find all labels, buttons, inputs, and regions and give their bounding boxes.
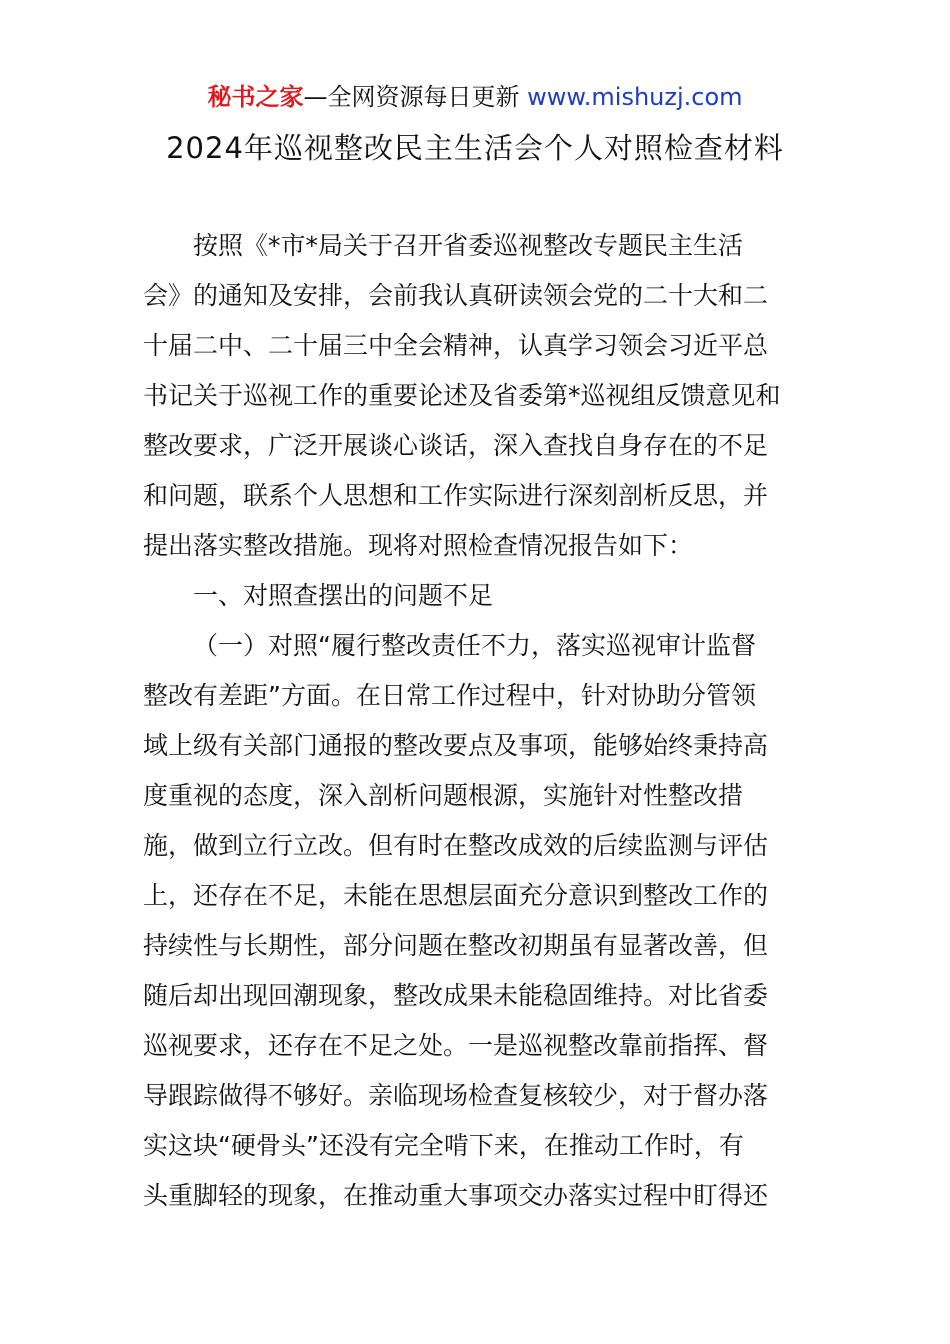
paragraph-line: 上，还存在不足，未能在思想层面充分意识到整改工作的: [143, 881, 769, 910]
paragraph-line: 导跟踪做得不够好。亲临现场检查复核较少，对于督办落: [143, 1081, 769, 1110]
paragraph-line: 整改要求，广泛开展谈心谈话，深入查找自身存在的不足: [143, 431, 769, 460]
paragraph-line: 头重脚轻的现象，在推动重大事项交办落实过程中盯得还: [143, 1181, 769, 1210]
paragraph-line: 十届二中、二十届三中全会精神，认真学习领会习近平总: [143, 331, 769, 360]
document-title: 2024年巡视整改民主生活会个人对照检查材料: [166, 131, 784, 165]
paragraph-line: 巡视要求，还存在不足之处。一是巡视整改靠前指挥、督: [143, 1031, 769, 1060]
document-body: [143, 228, 811, 1228]
section-heading: 一、对照查摆出的问题不足: [193, 581, 494, 610]
site-url-link[interactable]: www.mishuzj.com: [527, 83, 743, 111]
paragraph-line: 会》的通知及安排，会前我认真研读领会党的二十大和二: [143, 281, 769, 310]
paragraph-line: 和问题，联系个人思想和工作实际进行深刻剖析反思，并: [143, 481, 769, 510]
paragraph-line: 按照《*市*局关于召开省委巡视整改专题民主生活: [193, 231, 744, 260]
paragraph-line: 域上级有关部门通报的整改要点及事项，能够始终秉持高: [143, 731, 769, 760]
site-tagline: —全网资源每日更新: [303, 83, 520, 111]
site-brand: 秘书之家: [207, 83, 304, 111]
paragraph-line: 提出落实整改措施。现将对照检查情况报告如下：: [143, 531, 694, 560]
paragraph-line: 度重视的态度，深入剖析问题根源，实施针对性整改措: [143, 781, 744, 810]
paragraph-line: 施，做到立行立改。但有时在整改成效的后续监测与评估: [143, 831, 769, 860]
paragraph-line: 持续性与长期性，部分问题在整改初期虽有显著改善，但: [143, 931, 769, 960]
paragraph-line: 随后却出现回潮现象，整改成果未能稳固维持。对比省委: [143, 981, 769, 1010]
paragraph-line: 实这块“硬骨头”还没有完全啃下来，在推动工作时，有: [143, 1131, 744, 1160]
paragraph-line: 整改有差距”方面。在日常工作过程中，针对协助分管领: [143, 681, 756, 710]
paragraph-line: （一）对照“履行整改责任不力，落实巡视审计监督: [193, 631, 756, 660]
site-header: [0, 80, 950, 114]
paragraph-line: 书记关于巡视工作的重要论述及省委第*巡视组反馈意见和: [143, 381, 781, 410]
